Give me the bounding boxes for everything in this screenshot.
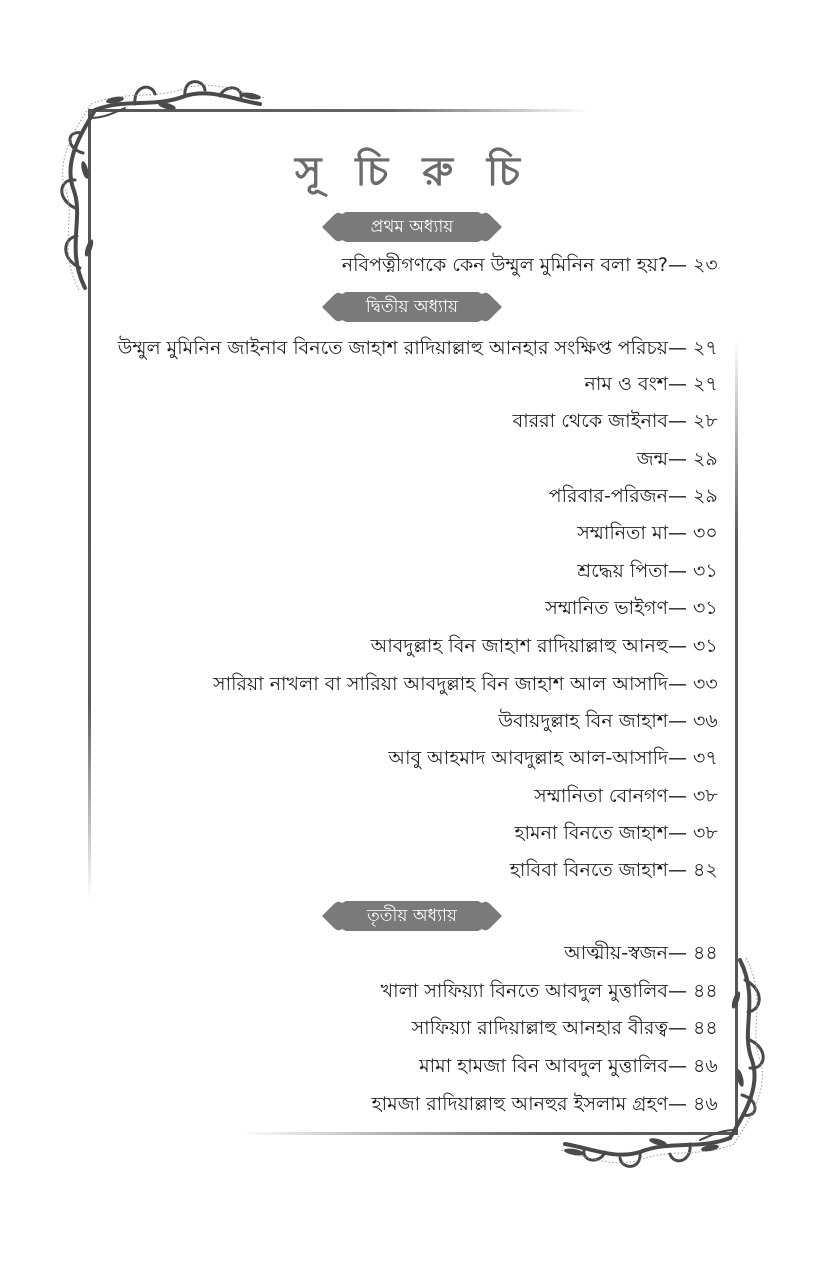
entry-separator: —: [668, 1017, 687, 1039]
toc-entry[interactable]: [419, 1054, 723, 1078]
entry-title: সাফিয়্যা রাদিয়াল্লাহু আনহার বীরত্ব: [411, 1017, 668, 1039]
entry-title: পরিবার-পরিজন: [548, 485, 668, 507]
entry-page-number: ৪২: [693, 859, 718, 881]
toc-entry[interactable]: [118, 336, 723, 360]
toc-entry[interactable]: [637, 447, 723, 471]
entry-separator: —: [668, 710, 687, 732]
entry-separator: —: [668, 448, 687, 470]
entry-page-number: ৩৩: [693, 673, 718, 695]
entry-title: নবিপত্নীগণকে কেন উম্মুল মুমিনিন বলা হয়?: [341, 254, 668, 276]
toc-entry[interactable]: [564, 941, 723, 965]
toc-entry[interactable]: [498, 709, 723, 733]
entry-separator: —: [668, 980, 687, 1002]
entry-separator: —: [668, 254, 687, 276]
chapter-banner-2: [322, 290, 502, 324]
toc-entry[interactable]: [577, 559, 723, 583]
entry-separator: —: [668, 560, 687, 582]
toc-entry[interactable]: [213, 672, 723, 696]
entry-separator: —: [668, 485, 687, 507]
entry-separator: —: [668, 410, 687, 432]
entry-separator: —: [668, 822, 687, 844]
entry-separator: —: [668, 337, 687, 359]
entry-page-number: ৩৭: [693, 747, 718, 769]
entry-title: শ্রদ্ধেয় পিতা: [577, 560, 668, 582]
entry-title: আত্মীয়-স্বজন: [564, 942, 668, 964]
chapter-label: প্রথম অধ্যায়: [370, 217, 454, 237]
entry-title: সম্মানিতা বোনগণ: [534, 785, 668, 807]
toc-entry[interactable]: [372, 1092, 723, 1116]
entry-separator: —: [668, 1093, 687, 1115]
entry-title: আবদুল্লাহ বিন জাহাশ রাদিয়াল্লাহু আনহু: [370, 635, 668, 657]
toc-entry[interactable]: [534, 784, 723, 808]
chapter-banner-3: [322, 899, 502, 933]
entry-page-number: ৪৪: [693, 980, 718, 1002]
entry-title: মামা হামজা বিন আবদুল মুত্তালিব: [419, 1055, 668, 1077]
entry-title: বাররা থেকে জাইনাব: [512, 410, 668, 432]
chapter-label: দ্বিতীয় অধ্যায়: [365, 297, 459, 317]
entry-title: আবু আহমাদ আবদুল্লাহ আল-আসাদি: [388, 747, 668, 769]
toc-entry[interactable]: [549, 484, 723, 508]
entry-page-number: ২৮: [693, 410, 718, 432]
entry-title: হামজা রাদিয়াল্লাহু আনহুর ইসলাম গ্রহণ: [371, 1093, 668, 1115]
entry-page-number: ৪৬: [693, 1055, 718, 1077]
entry-separator: —: [668, 785, 687, 807]
entry-title: সম্মানিতা মা: [577, 522, 668, 544]
toc-entry[interactable]: [577, 521, 723, 545]
chapter-banner-1: [322, 210, 502, 244]
entry-separator: —: [668, 673, 687, 695]
entry-separator: —: [668, 635, 687, 657]
toc-entry[interactable]: [371, 634, 723, 658]
entry-page-number: ৩৬: [693, 710, 718, 732]
entry-page-number: ৩৮: [693, 822, 718, 844]
entry-page-number: ২৭: [693, 373, 718, 395]
toc-entry[interactable]: [412, 1016, 723, 1040]
entry-page-number: ৪৬: [693, 1093, 718, 1115]
entry-page-number: ৩১: [693, 597, 718, 619]
entry-title: নাম ও বংশ: [584, 373, 668, 395]
chapter-label: তৃতীয় অধ্যায়: [367, 906, 457, 926]
entry-separator: —: [668, 373, 687, 395]
toc-entry[interactable]: [515, 821, 723, 845]
toc-entry[interactable]: [585, 372, 723, 396]
entry-title: জন্ম: [636, 448, 668, 470]
entry-separator: —: [668, 942, 687, 964]
page-title: সূ চি রু চি: [295, 149, 530, 195]
entry-title: সম্মানিত ভাইগণ: [545, 597, 668, 619]
entry-title: উবায়দুল্লাহ বিন জাহাশ: [498, 710, 668, 732]
entry-page-number: ৩৮: [693, 785, 718, 807]
entry-page-number: ৪৪: [693, 942, 718, 964]
toc-entry[interactable]: [388, 746, 723, 770]
entry-page-number: ২৩: [693, 254, 718, 276]
entry-title: খালা সাফিয়্যা বিনতে আবদুল মুত্তালিব: [380, 980, 668, 1002]
entry-title: হামনা বিনতে জাহাশ: [514, 822, 668, 844]
entry-separator: —: [668, 522, 687, 544]
toc-entry[interactable]: [513, 409, 723, 433]
entry-page-number: ২৯: [693, 448, 718, 470]
entry-title: উম্মুল মুমিনিন জাইনাব বিনতে জাহাশ রাদিয়াল্লাহু আনহার সংক্ষিপ্ত পরিচয়: [117, 337, 668, 359]
toc-entry[interactable]: [545, 596, 723, 620]
entry-page-number: ২৯: [693, 485, 718, 507]
entry-separator: —: [668, 597, 687, 619]
toc-entry[interactable]: [381, 979, 723, 1003]
entry-page-number: ৩১: [693, 635, 718, 657]
entry-separator: —: [668, 1055, 687, 1077]
entry-title: হাবিবা বিনতে জাহাশ: [509, 859, 668, 881]
entry-page-number: ৪৪: [693, 1017, 718, 1039]
toc-entry[interactable]: [510, 858, 723, 882]
entry-title: সারিয়া নাখলা বা সারিয়া আবদুল্লাহ বিন জাহাশ আল আসাদি: [213, 673, 668, 695]
toc-entry[interactable]: [342, 253, 723, 277]
entry-page-number: ৩০: [693, 522, 718, 544]
entry-separator: —: [668, 747, 687, 769]
entry-separator: —: [668, 859, 687, 881]
entry-page-number: ৩১: [693, 560, 718, 582]
entry-page-number: ২৭: [693, 337, 718, 359]
